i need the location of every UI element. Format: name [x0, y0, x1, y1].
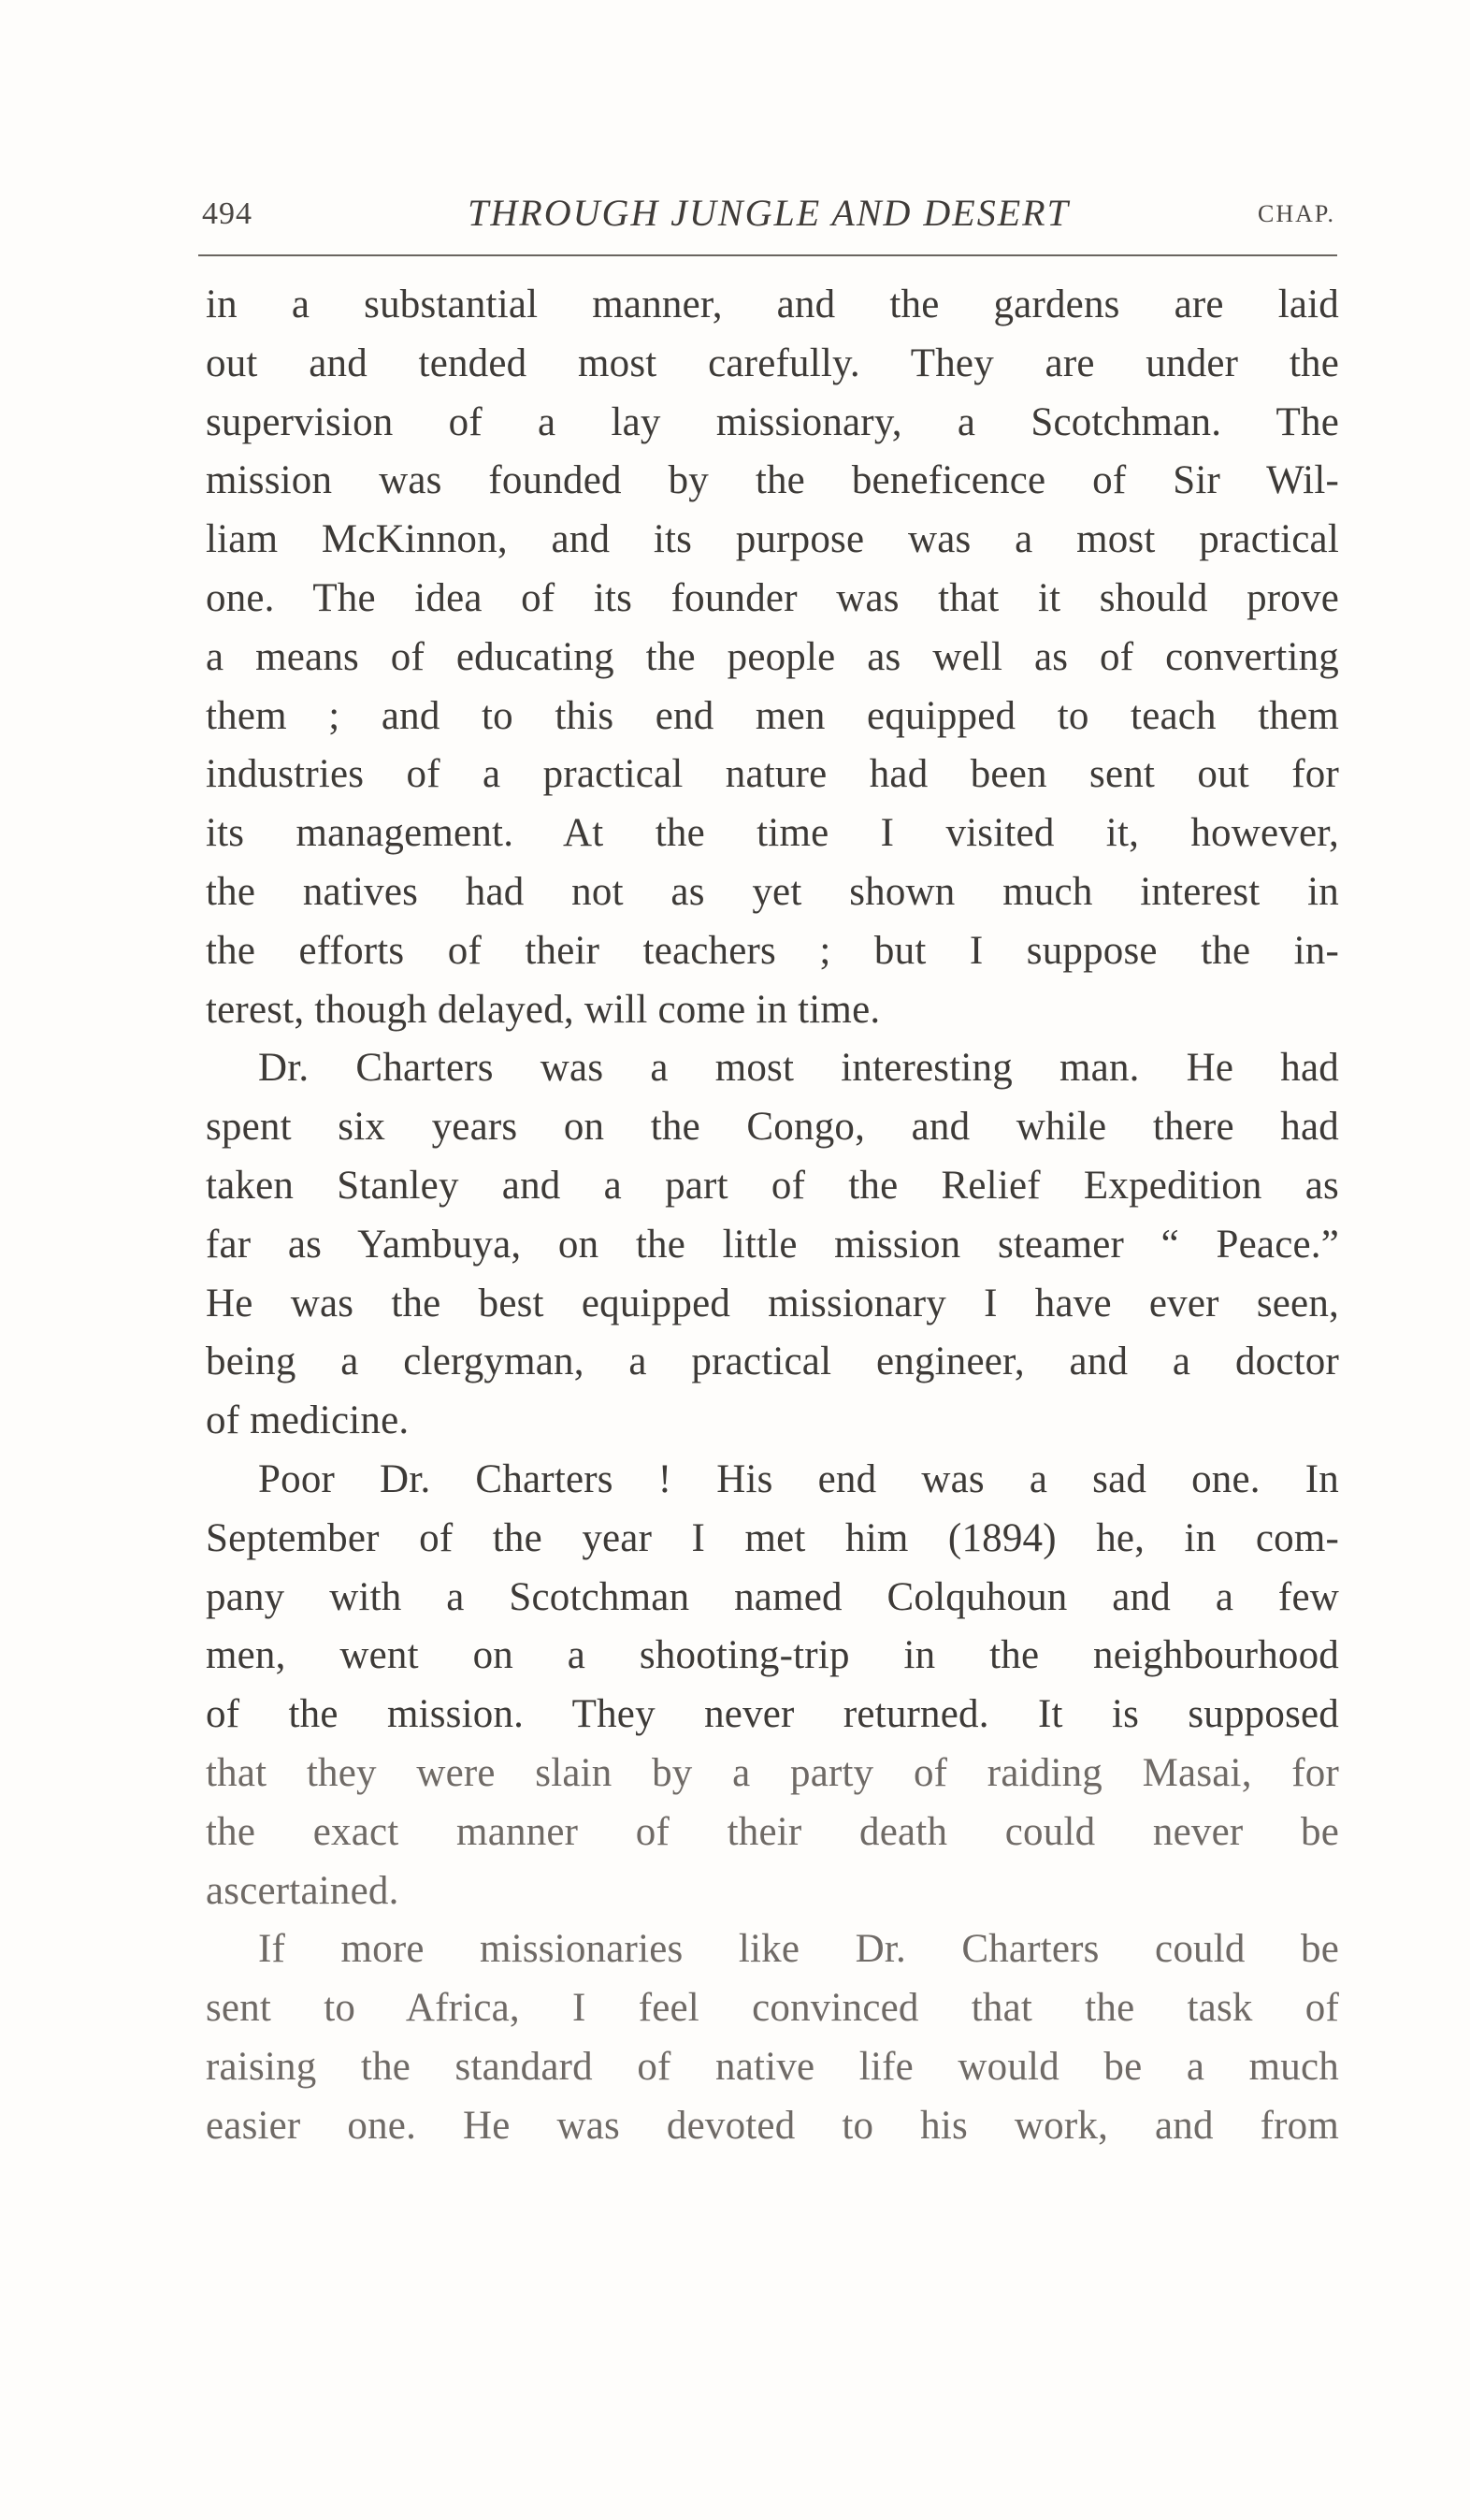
- text-line: men, went on a shooting-trip in the neighbourhood: [206, 1633, 1339, 1678]
- text-line: the natives had not as yet shown much interest in: [206, 869, 1339, 914]
- text-line: that they were slain by a party of raiding Masai, for: [206, 1750, 1339, 1795]
- chapter-label: CHAP.: [1258, 200, 1335, 227]
- text-line: liam McKinnon, and its purpose was a most practical: [206, 517, 1339, 562]
- paragraph-start: Poor Dr. Charters ! His end was a sad one. In: [258, 1456, 1339, 1501]
- text-line: the exact manner of their death could never be: [206, 1809, 1339, 1854]
- running-header: [202, 191, 1335, 243]
- running-title: THROUGH JUNGLE AND DESERT: [468, 192, 1070, 234]
- text-line: industries of a practical nature had been sent out for: [206, 752, 1339, 797]
- text-line: mission was founded by the beneficence of Sir Wil-: [206, 458, 1339, 503]
- text-line: pany with a Scotchman named Colquhoun and a few: [206, 1574, 1339, 1619]
- text-line: of the mission. They never returned. It is supposed: [206, 1692, 1339, 1737]
- text-line: terest, though delayed, will come in time.: [206, 987, 881, 1032]
- text-line: them ; and to this end men equipped to teach them: [206, 693, 1339, 738]
- text-line: September of the year I met him (1894) he, in com-: [206, 1515, 1339, 1560]
- text-line: the efforts of their teachers ; but I suppose the in-: [206, 928, 1339, 973]
- text-line: one. The idea of its founder was that it should prove: [206, 575, 1339, 620]
- body-text: [206, 276, 1339, 2156]
- text-line: easier one. He was devoted to his work, and from: [206, 2103, 1339, 2148]
- text-line: taken Stanley and a part of the Relief Expedition as: [206, 1163, 1339, 1208]
- text-line: He was the best equipped missionary I have ever seen,: [206, 1281, 1339, 1325]
- text-line: out and tended most carefully. They are under the: [206, 340, 1339, 385]
- text-line: being a clergyman, a practical engineer, and a doctor: [206, 1340, 1339, 1384]
- text-line: raising the standard of native life would be a much: [206, 2044, 1339, 2089]
- paragraph-start: Dr. Charters was a most interesting man. He had: [258, 1046, 1339, 1091]
- text-line: in a substantial manner, and the gardens are laid: [206, 282, 1339, 326]
- text-line: sent to Africa, I feel convinced that the task of: [206, 1986, 1339, 2031]
- paragraph-start: If more missionaries like Dr. Charters could be: [258, 1927, 1339, 1972]
- header-rule: [198, 254, 1337, 256]
- text-line: ascertained.: [206, 1868, 399, 1913]
- text-line: its management. At the time I visited it, however,: [206, 811, 1339, 856]
- text-line: a means of educating the people as well as of converting: [206, 634, 1339, 679]
- text-line: supervision of a lay missionary, a Scotchman. The: [206, 399, 1339, 444]
- text-line: far as Yambuya, on the little mission steamer “ Peace.”: [206, 1222, 1339, 1267]
- page-number: 494: [202, 196, 252, 231]
- text-line: spent six years on the Congo, and while there had: [206, 1105, 1339, 1150]
- text-line: of medicine.: [206, 1398, 410, 1443]
